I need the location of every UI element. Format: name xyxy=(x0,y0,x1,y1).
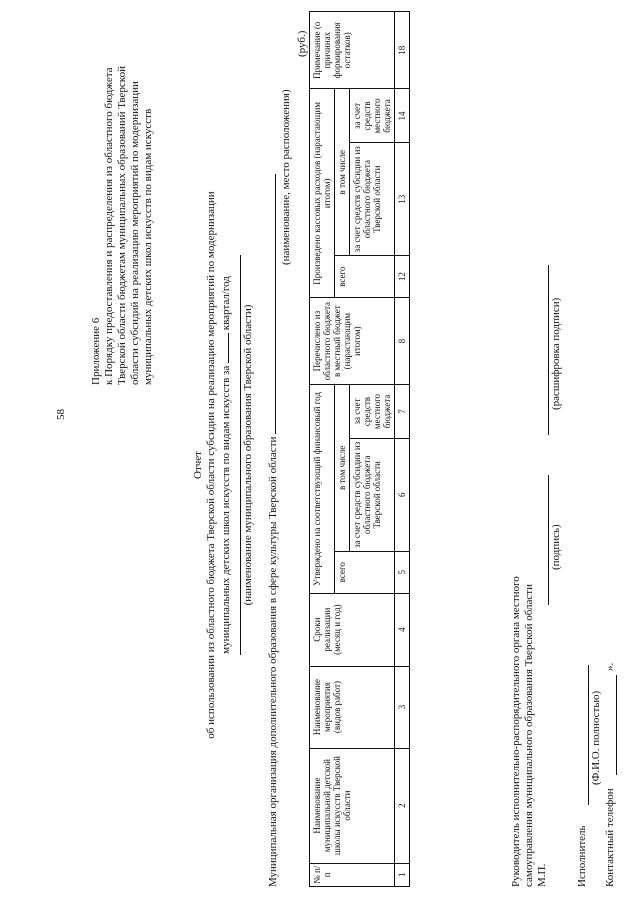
annex-block xyxy=(90,45,155,385)
header-terms: Сроки реализации (месяц и год) xyxy=(310,593,395,666)
header-event: Наименование мероприятия (видов работ) xyxy=(310,666,395,748)
col-number: 13 xyxy=(395,143,410,256)
annex-line: Тверской области бюджетам муниципальных образований Тверской xyxy=(116,66,128,385)
phone-line[interactable] xyxy=(616,675,617,775)
org-line xyxy=(265,7,279,887)
col-number: 1 xyxy=(395,863,410,886)
sign-line[interactable] xyxy=(548,475,549,605)
header-local: за счет средств местного бюджета xyxy=(350,89,395,143)
col-number: 6 xyxy=(395,438,410,551)
phone-end: ». xyxy=(604,662,616,671)
report-title xyxy=(192,145,233,785)
decode-caption: (расшифровка подписи) xyxy=(550,297,562,410)
col-number: 3 xyxy=(395,666,410,748)
header-approved: Утверждено на соответствующий финансовый год xyxy=(310,385,335,594)
annex-line: к Порядку предоставления и распределения из областного бюджета xyxy=(103,67,115,385)
header-school-name: Наименование муниципальной детской школы искусств Тверской области xyxy=(310,748,395,863)
header-transferred: Перечислено из областного бюджета в местный бюджет (нарастающим итогом) xyxy=(310,298,395,385)
mo-caption: (наименование муниципального образования Тверской области) xyxy=(240,255,254,655)
executor-label: Исполнитель xyxy=(576,825,588,887)
header-incl: в том числе xyxy=(335,385,350,552)
org-blank[interactable] xyxy=(265,174,276,434)
phone-label: Контактный телефон xyxy=(604,788,616,887)
title-line: об использовании из областного бюджета Тверской области субсидии на реализацию мероприятий по модернизации xyxy=(205,191,217,739)
report-table xyxy=(309,11,410,887)
unit-label: (руб.) xyxy=(296,30,308,57)
annex-line: муниципальных детских школ искусств по видам искусств xyxy=(142,108,154,385)
header-incl: в том числе xyxy=(335,89,350,256)
header-regional: за счет средств субсидии из областного бюджета Тверской области xyxy=(350,438,395,551)
col-number: 5 xyxy=(395,551,410,593)
col-number: 4 xyxy=(395,593,410,666)
header-total: всего xyxy=(335,256,395,298)
col-number: 14 xyxy=(395,89,410,143)
page-number: 58 xyxy=(55,409,67,420)
col-number: 2 xyxy=(395,748,410,863)
annex-line: области субсидий на реализацию мероприятий по модернизации xyxy=(129,81,141,385)
head-line-2: самоуправления муниципального образования Тверской области xyxy=(523,584,535,887)
table-row-numbers xyxy=(395,12,410,887)
period-blank[interactable] xyxy=(218,333,229,363)
header-local: за счет средств местного бюджета xyxy=(350,385,395,439)
executor-line[interactable] xyxy=(588,665,589,805)
title-suffix: квартал/год xyxy=(220,276,232,331)
title-prefix: муниципальных детских школ искусств по видам искусств за xyxy=(220,365,232,654)
col-number: 18 xyxy=(395,12,410,89)
org-label: Муниципальная организация дополнительного образования в сфере культуры Тверской области xyxy=(267,436,279,887)
sign-caption: (подпись) xyxy=(550,524,562,570)
title-line: Отчет xyxy=(192,451,204,479)
annex-line: Приложение 6 xyxy=(90,317,102,385)
header-num: № п/п xyxy=(310,863,395,886)
decode-line[interactable] xyxy=(548,265,549,435)
fio-caption: (Ф.И.О. полностью) xyxy=(590,690,602,785)
mp-label: М.П. xyxy=(536,863,548,887)
head-line-1: Руководитель исполнительно-распорядительного органа местного xyxy=(510,576,522,887)
header-note: Примечание (о причинах формирования остатков) xyxy=(310,12,395,89)
header-spent: Произведено кассовых расходов (нарастающим итогом) xyxy=(310,89,335,298)
col-number: 8 xyxy=(395,298,410,385)
org-caption: (наименование, место расположения) xyxy=(280,89,292,265)
header-regional: за счет средств субсидии из областного бюджета Тверской области xyxy=(350,143,395,256)
title-line xyxy=(218,145,233,785)
col-number: 7 xyxy=(395,385,410,439)
header-total: всего xyxy=(335,551,395,593)
col-number: 12 xyxy=(395,256,410,298)
